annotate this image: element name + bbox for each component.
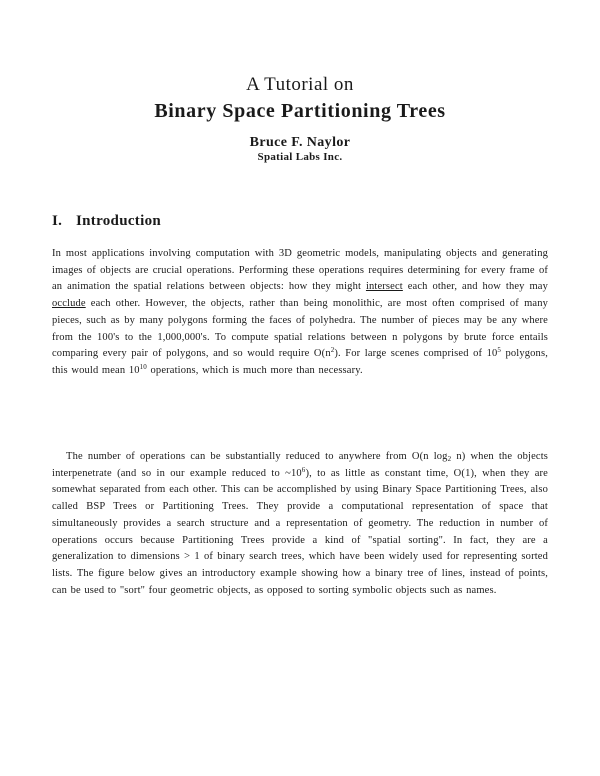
superscript: 6 xyxy=(301,465,306,474)
superscript: 10 xyxy=(139,362,147,371)
text-run: operations, which is much more than necessary. xyxy=(146,364,363,376)
text-run: each other. However, the objects, rather than being monolithic, are most often comprised of many pieces, such as by many polygons forming the faces of polyhedra. The number of pieces may be any where from the 100's to the 1,000,000's. To compute spatial relations between n polygons by brute force entails comparing every pair of polygons, and so would require O(n xyxy=(52,298,548,360)
title-line-1: A Tutorial on xyxy=(246,74,354,95)
paragraph-1 xyxy=(52,246,548,380)
section-heading xyxy=(52,213,161,230)
superscript: 5 xyxy=(497,346,502,355)
paragraph-2 xyxy=(52,449,548,599)
title-line-2: Binary Space Partitioning Trees xyxy=(154,100,446,122)
superscript: 2 xyxy=(330,346,335,355)
text-run: polygons, this would mean 10 xyxy=(52,348,548,376)
text-run: n) when the objects interpenetrate (and so in our example reduced to ~10 xyxy=(52,451,549,479)
subscript: 2 xyxy=(447,455,452,463)
text-run: In most applications involving computation with 3D geometric models, manipulating objects and generating images of objects are crucial operations. Performing these operations requires determining for every frame of an animation the spatial relations between objects: how they might xyxy=(52,248,548,293)
text-run: each other, and how they may xyxy=(402,281,548,293)
underlined-word-occlude: occlude xyxy=(52,298,86,310)
section-number: I. xyxy=(52,213,63,229)
author-name: Bruce F. Naylor xyxy=(249,135,351,150)
text-run: The number of operations can be substantially reduced to anywhere from O(n log xyxy=(66,451,448,462)
text-run: ). For large scenes comprised of 10 xyxy=(334,348,498,360)
text-run: ), to as little as constant time, O(1), when they are somewhat separated from each other. This can be accomplished by using Binary Space Partitioning Trees, also called BSP Trees or Partitioning Trees. They provide a computational representation of space that simultaneously provides a search structure and a representation of geometry. The reduction in number of operations occurs because Partitioning Trees provide a kind of "spatial sorting". In fact, they are a generalization to dimensions > 1 of binary search trees, which have been widely used for representing sorted lists. The figure below gives an introductory example showing how a binary tree of lines, instead of points, can be used to "sort" four geometric objects, as opposed to sorting symbolic objects such as names. xyxy=(52,467,548,596)
section-title: Introduction xyxy=(76,213,162,229)
author-affiliation: Spatial Labs Inc. xyxy=(257,151,343,163)
underlined-word-intersect: intersect xyxy=(365,281,403,293)
